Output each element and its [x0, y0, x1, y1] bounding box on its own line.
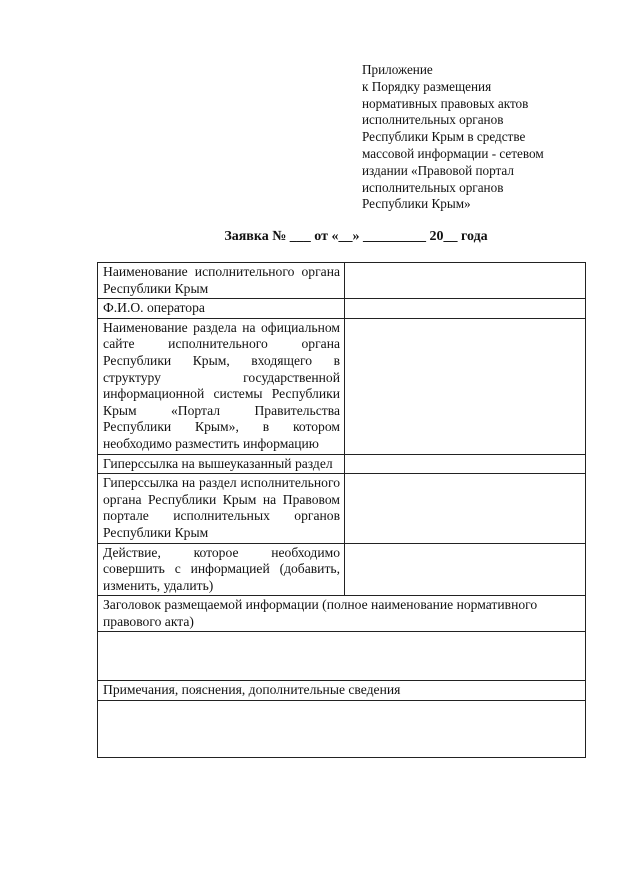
application-title: Заявка № ___ от «__» _________ 20__ года [224, 229, 488, 244]
table-row [98, 681, 586, 701]
appendix-line: Республики Крым в средстве [362, 129, 526, 145]
appendix-line: к Порядку размещения [362, 78, 492, 94]
row-value-heading[interactable] [98, 632, 586, 681]
row-value-action[interactable] [345, 543, 586, 596]
appendix-line: нормативных правовых актов [362, 95, 529, 111]
row-value-notes[interactable] [98, 701, 586, 758]
row-label-notes: Примечания, пояснения, дополнительные сведения [98, 681, 586, 701]
appendix-header [362, 62, 612, 213]
row-label-portal-hyperlink: Гиперссылка на раздел исполнительного органа Республики Крым на Правовом портале исполнительных органов Республики Крым [98, 474, 345, 543]
row-value-operator-name[interactable] [345, 299, 586, 319]
row-label-operator-name: Ф.И.О. оператора [98, 299, 345, 319]
table-row [98, 454, 586, 474]
row-value-portal-hyperlink[interactable] [345, 474, 586, 543]
table-row [98, 263, 586, 299]
appendix-line: Приложение [362, 62, 433, 77]
application-form-table [97, 262, 586, 758]
row-label-section-hyperlink: Гиперссылка на вышеуказанный раздел [98, 454, 345, 474]
row-value-section-hyperlink[interactable] [345, 454, 586, 474]
table-row [98, 543, 586, 596]
table-row [98, 701, 586, 758]
table-row [98, 474, 586, 543]
table-row [98, 596, 586, 632]
row-value-site-section[interactable] [345, 318, 586, 454]
row-label-heading: Заголовок размещаемой информации (полное наименование нормативного правового акта) [98, 596, 586, 632]
table-row [98, 299, 586, 319]
row-label-action: Действие, которое необходимо совершить с информацией (добавить, изменить, удалить) [98, 543, 345, 596]
appendix-line: исполнительных органов [362, 112, 504, 128]
row-label-site-section: Наименование раздела на официальном сайте исполнительного органа Республики Крым, входящего в структуру государственной информационной системы Республики Крым «Портал Правительства Республики Крым», в котором необходимо разместить информацию [98, 318, 345, 454]
appendix-line: издании «Правовой портал [362, 162, 514, 178]
appendix-line: исполнительных органов [362, 179, 504, 195]
appendix-line: Республики Крым» [362, 196, 471, 212]
table-row [98, 318, 586, 454]
row-label-executive-body: Наименование исполнительного органа Республики Крым [98, 263, 345, 299]
row-value-executive-body[interactable] [345, 263, 586, 299]
table-row [98, 632, 586, 681]
appendix-line: массовой информации - сетевом [362, 145, 544, 161]
